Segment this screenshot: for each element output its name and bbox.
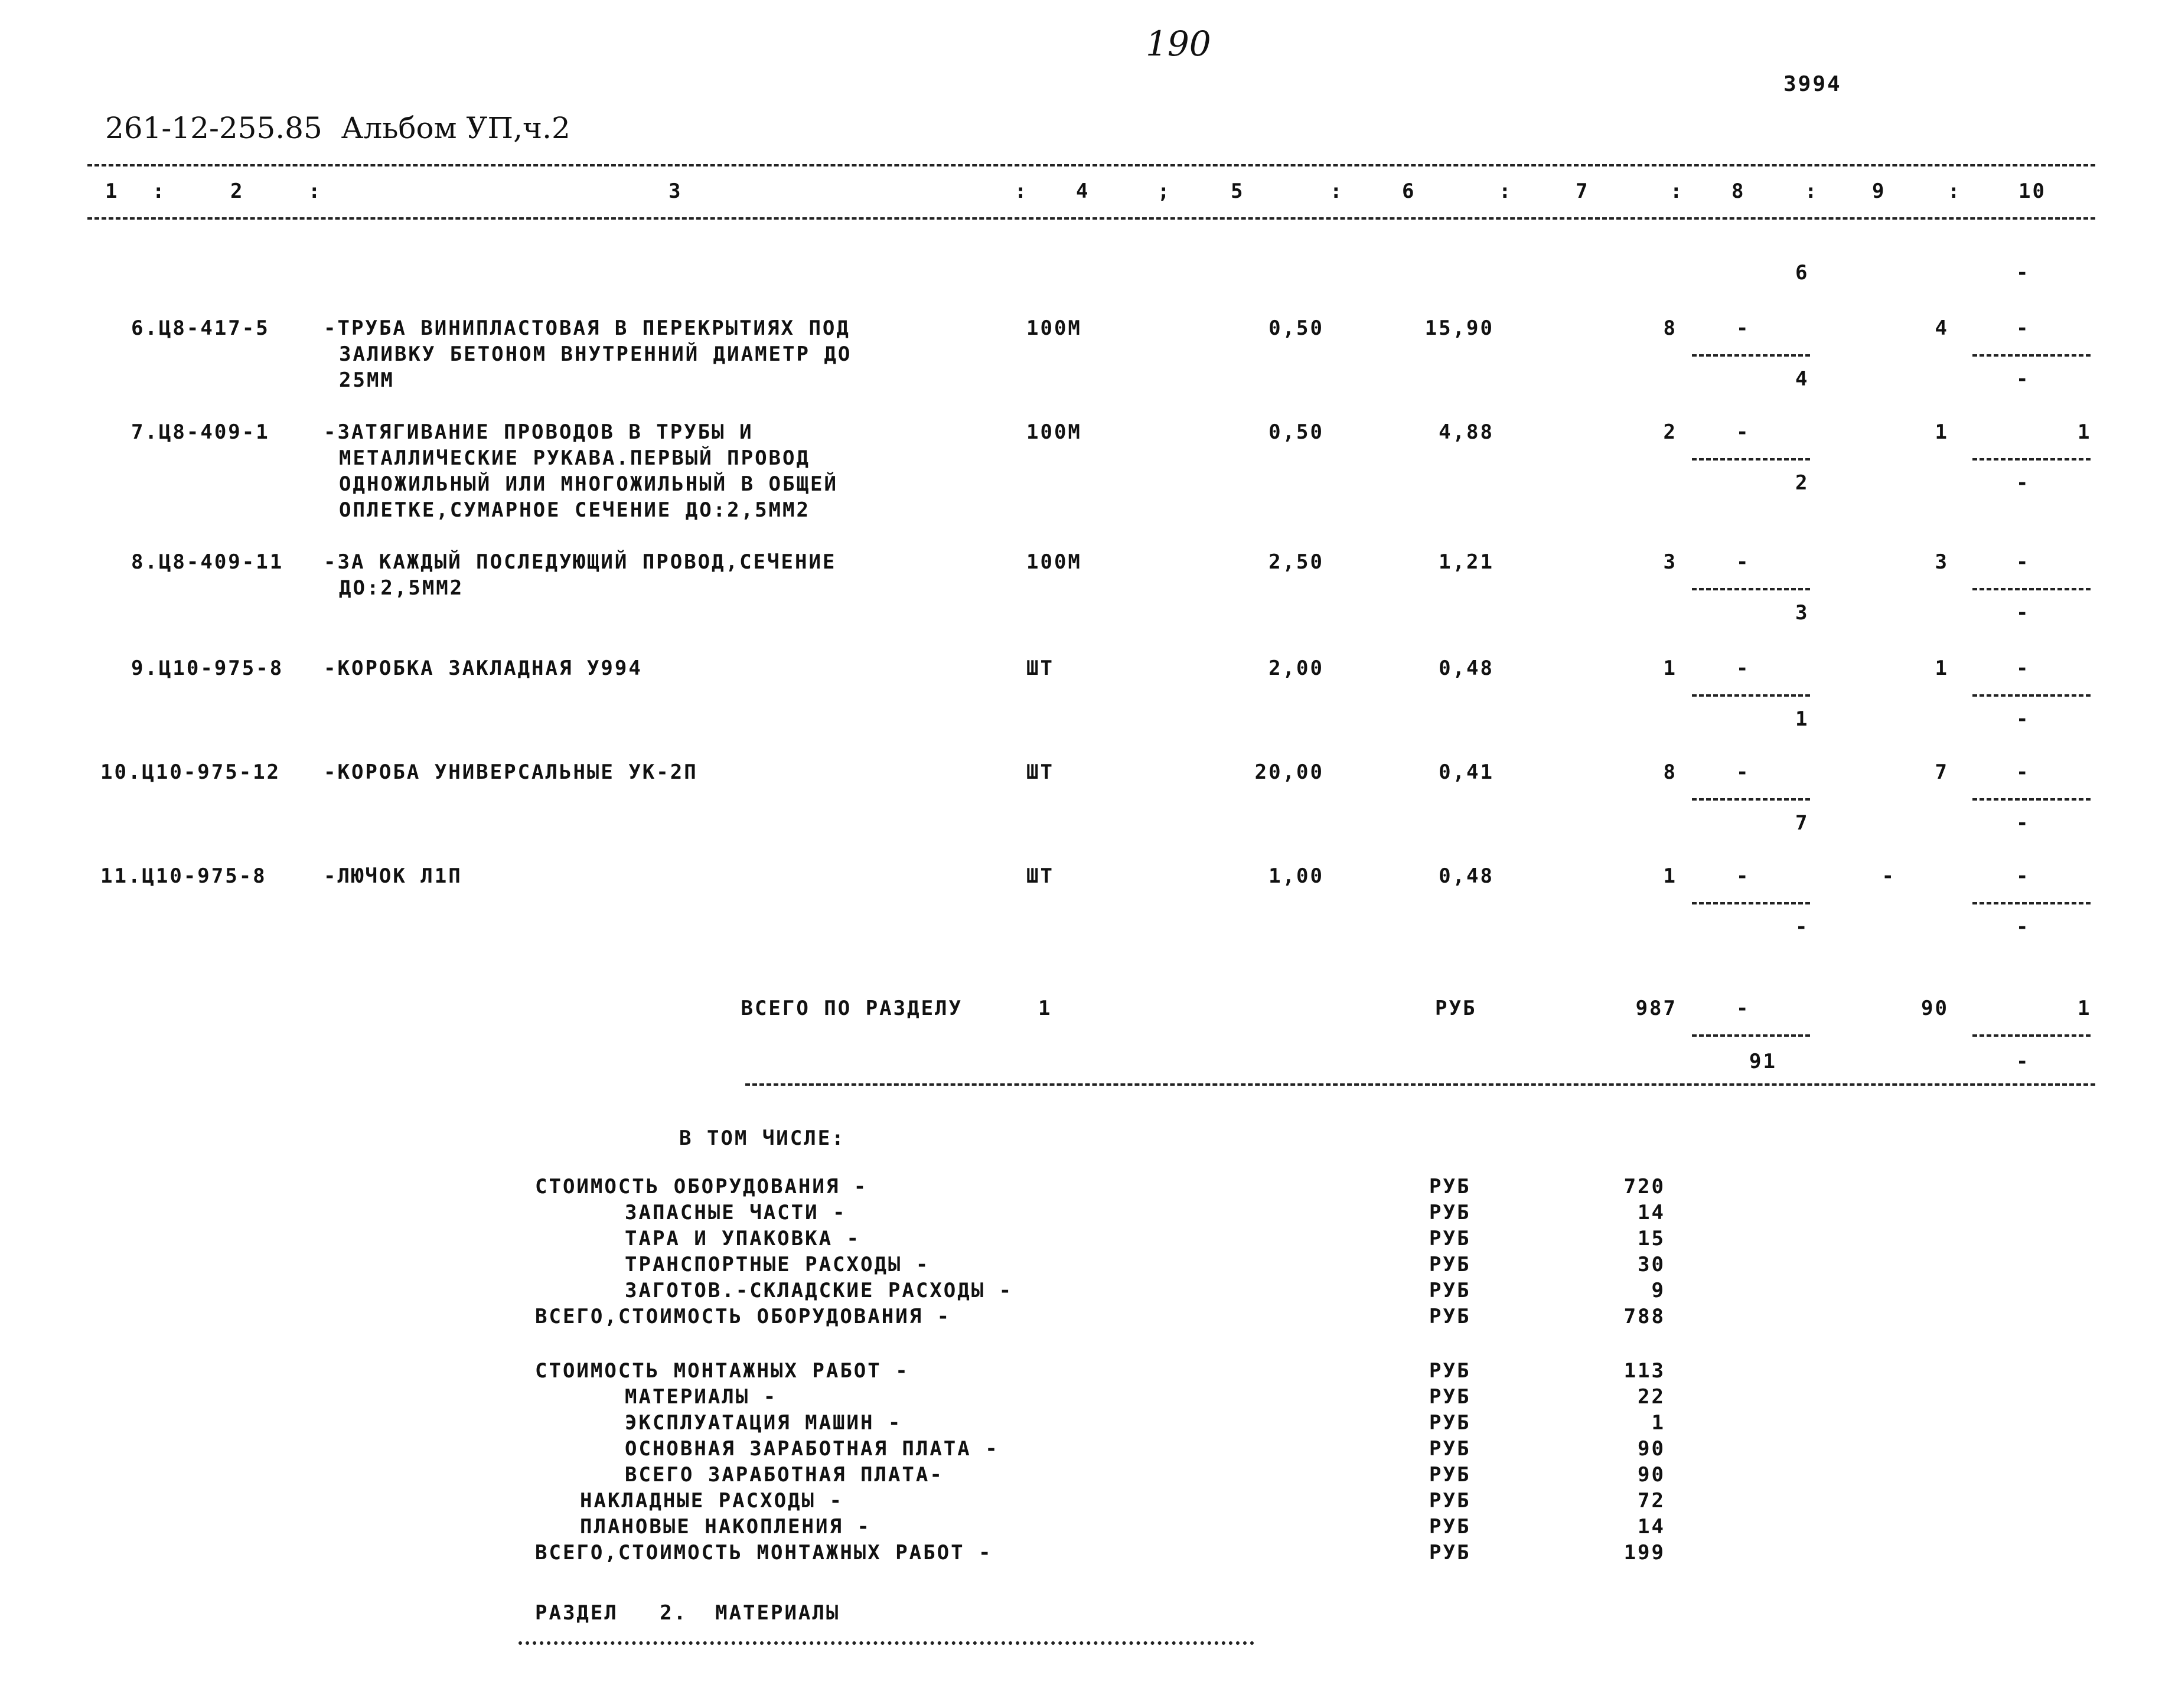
row-col9: 1 [1935, 420, 1949, 444]
row-col8-divider [1692, 694, 1810, 697]
breakdown-value: 30 [1638, 1253, 1665, 1276]
row-unit-price: 15,90 [1424, 316, 1494, 340]
breakdown-value: 788 [1623, 1305, 1665, 1328]
row-col8-top: - [1736, 657, 1750, 680]
row-quantity: 20,00 [1254, 760, 1324, 784]
column-header-cell: 6 [1402, 179, 1416, 203]
top-row-col10: - [2016, 261, 2030, 285]
breakdown-unit: РУБ [1429, 1253, 1471, 1276]
row-quantity: 0,50 [1268, 420, 1324, 444]
row-description-line: -ЗА КАЖДЫЙ ПОСЛЕДУЮЩИЙ ПРОВОД,СЕЧЕНИЕ [324, 550, 837, 574]
row-col10-divider [1972, 902, 2091, 904]
breakdown-label: НАКЛАДНЫЕ РАСХОДЫ - [580, 1489, 843, 1513]
column-header-cell: : [152, 179, 167, 203]
total-col9: 90 [1921, 997, 1949, 1020]
breakdown-label: ЭКСПЛУАТАЦИЯ МАШИН - [625, 1411, 902, 1435]
row-description-line: -ТРУБА ВИНИПЛАСТОВАЯ В ПЕРЕКРЫТИЯХ ПОД [324, 316, 850, 340]
row-col9: 4 [1935, 316, 1949, 340]
row-unit-price: 0,48 [1439, 864, 1494, 888]
breakdown-unit: РУБ [1429, 1227, 1471, 1250]
row-col8-top: - [1736, 760, 1750, 784]
row-col7: 3 [1663, 550, 1677, 574]
breakdown-label: ЗАПАСНЫЕ ЧАСТИ - [625, 1201, 847, 1224]
row-unit-price: 0,41 [1439, 760, 1494, 784]
column-header-cell: : [1670, 179, 1684, 203]
row-col10-top: 1 [2078, 420, 2092, 444]
row-unit: 100М [1026, 420, 1082, 444]
row-col8-divider [1692, 458, 1810, 461]
row-quantity: 2,00 [1268, 657, 1324, 680]
column-header-cell: : [308, 179, 322, 203]
row-col8-bottom: - [1795, 915, 1809, 939]
breakdown-unit: РУБ [1429, 1201, 1471, 1224]
total-col8-bottom: 91 [1749, 1050, 1777, 1073]
row-code: 11.Ц10-975-8 [100, 864, 267, 888]
breakdown-value: 90 [1638, 1463, 1665, 1487]
including-label: В ТОМ ЧИСЛЕ: [679, 1126, 846, 1150]
breakdown-value: 199 [1623, 1541, 1665, 1565]
row-col8-top: - [1736, 420, 1750, 444]
breakdown-unit: РУБ [1429, 1279, 1471, 1302]
column-header-cell: 1 [105, 179, 119, 203]
row-col10-divider [1972, 458, 2091, 461]
row-col10-divider [1972, 588, 2091, 590]
row-description-line: -ЗАТЯГИВАНИЕ ПРОВОДОВ В ТРУБЫ И [324, 420, 754, 444]
breakdown-label: СТОИМОСТЬ МОНТАЖНЫХ РАБОТ - [535, 1359, 909, 1383]
column-header-cell: : [1805, 179, 1819, 203]
section-footer-underline [519, 1641, 1254, 1645]
row-col10-top: - [2016, 864, 2030, 888]
row-code: 6.Ц8-417-5 [131, 316, 270, 340]
breakdown-label: ОСНОВНАЯ ЗАРАБОТНАЯ ПЛАТА - [625, 1437, 999, 1461]
breakdown-label: ПЛАНОВЫЕ НАКОПЛЕНИЯ - [580, 1515, 871, 1539]
breakdown-unit: РУБ [1429, 1385, 1471, 1409]
row-col10-bottom: - [2016, 811, 2030, 835]
total-col7: 987 [1635, 997, 1677, 1020]
row-col8-bottom: 3 [1795, 601, 1809, 625]
breakdown-unit: РУБ [1429, 1489, 1471, 1513]
top-row-col8: 6 [1795, 261, 1809, 285]
row-col8-divider [1692, 354, 1810, 357]
row-col8-bottom: 1 [1795, 707, 1809, 731]
row-unit-price: 4,88 [1439, 420, 1494, 444]
total-unit: РУБ [1435, 997, 1477, 1020]
breakdown-value: 113 [1623, 1359, 1665, 1383]
column-header-cell: 5 [1231, 179, 1245, 203]
row-code: 8.Ц8-409-11 [131, 550, 284, 574]
row-col10-bottom: - [2016, 471, 2030, 495]
doc-code: 3994 [1783, 72, 1842, 96]
row-col9: 7 [1935, 760, 1949, 784]
column-header-cell: 2 [230, 179, 244, 203]
row-col8-divider [1692, 588, 1810, 590]
row-col10-bottom: - [2016, 707, 2030, 731]
row-col10-divider [1972, 798, 2091, 801]
column-header-cell: ; [1157, 179, 1172, 203]
album-title: 261-12-255.85 Альбом УП,ч.2 [105, 111, 570, 145]
row-unit: 100М [1026, 316, 1082, 340]
column-header-cell: 7 [1576, 179, 1590, 203]
row-description-line: 25ММ [339, 368, 394, 392]
column-header-cell: 3 [669, 179, 683, 203]
breakdown-unit: РУБ [1429, 1305, 1471, 1328]
row-col8-top: - [1736, 550, 1750, 574]
row-col10-top: - [2016, 316, 2030, 340]
row-col8-bottom: 4 [1795, 367, 1809, 391]
row-col10-top: - [2016, 760, 2030, 784]
breakdown-label: ВСЕГО ЗАРАБОТНАЯ ПЛАТА- [625, 1463, 944, 1487]
breakdown-label: ВСЕГО,СТОИМОСТЬ ОБОРУДОВАНИЯ - [535, 1305, 951, 1328]
breakdown-label: ТАРА И УПАКОВКА - [625, 1227, 860, 1250]
row-col8-top: - [1736, 864, 1750, 888]
row-col8-bottom: 7 [1795, 811, 1809, 835]
breakdown-unit: РУБ [1429, 1411, 1471, 1435]
breakdown-value: 14 [1638, 1201, 1665, 1224]
row-quantity: 2,50 [1268, 550, 1324, 574]
row-col7: 8 [1663, 760, 1677, 784]
row-unit-price: 0,48 [1439, 657, 1494, 680]
column-header-cell: : [1015, 179, 1029, 203]
breakdown-unit: РУБ [1429, 1463, 1471, 1487]
row-quantity: 1,00 [1268, 864, 1324, 888]
breakdown-label: СТОИМОСТЬ ОБОРУДОВАНИЯ - [535, 1175, 868, 1198]
row-description-line: -ЛЮЧОК Л1П [324, 864, 462, 888]
breakdown-unit: РУБ [1429, 1175, 1471, 1198]
row-col7: 1 [1663, 657, 1677, 680]
row-description-line: -КОРОБКА ЗАКЛАДНАЯ У994 [324, 657, 643, 680]
row-col7: 2 [1663, 420, 1677, 444]
total-col8-top: - [1736, 997, 1750, 1020]
row-col10-top: - [2016, 550, 2030, 574]
breakdown-value: 90 [1638, 1437, 1665, 1461]
row-col10-divider [1972, 694, 2091, 697]
row-col10-bottom: - [2016, 367, 2030, 391]
total-col10-divider [1972, 1034, 2091, 1037]
breakdown-value: 9 [1651, 1279, 1665, 1302]
total-col10-top: 1 [2078, 997, 2092, 1020]
breakdown-value: 720 [1623, 1175, 1665, 1198]
column-header-cell: 8 [1731, 179, 1746, 203]
header-divider-bottom [87, 217, 2095, 220]
row-description-line: ОДНОЖИЛЬНЫЙ ИЛИ МНОГОЖИЛЬНЫЙ В ОБЩЕЙ [339, 472, 838, 496]
row-col10-divider [1972, 354, 2091, 357]
column-header-cell: : [1330, 179, 1344, 203]
column-header-cell: 4 [1076, 179, 1090, 203]
breakdown-value: 15 [1638, 1227, 1665, 1250]
row-description-line: ОПЛЕТКЕ,СУМАРНОЕ СЕЧЕНИЕ ДО:2,5ММ2 [339, 498, 810, 522]
breakdown-label: ЗАГОТОВ.-СКЛАДСКИЕ РАСХОДЫ - [625, 1279, 1013, 1302]
row-description-line: МЕТАЛЛИЧЕСКИЕ РУКАВА.ПЕРВЫЙ ПРОВОД [339, 446, 810, 470]
column-header-cell: 10 [2018, 179, 2046, 203]
column-header-cell: : [1948, 179, 1962, 203]
row-col8-divider [1692, 798, 1810, 801]
section-footer: РАЗДЕЛ 2. МАТЕРИАЛЫ [535, 1601, 840, 1625]
row-col8-divider [1692, 902, 1810, 904]
row-description-line: ДО:2,5ММ2 [339, 576, 464, 600]
breakdown-value: 22 [1638, 1385, 1665, 1409]
row-unit: ШТ [1026, 760, 1054, 784]
breakdown-unit: РУБ [1429, 1541, 1471, 1565]
total-label: ВСЕГО ПО РАЗДЕЛУ [741, 997, 963, 1020]
breakdown-unit: РУБ [1429, 1359, 1471, 1383]
row-col10-top: - [2016, 657, 2030, 680]
totals-divider [745, 1083, 2095, 1086]
row-col7: 8 [1663, 316, 1677, 340]
row-col8-bottom: 2 [1795, 471, 1809, 495]
breakdown-unit: РУБ [1429, 1515, 1471, 1539]
row-col10-bottom: - [2016, 601, 2030, 625]
row-col7: 1 [1663, 864, 1677, 888]
row-description-line: -КОРОБА УНИВЕРСАЛЬНЫЕ УК-2П [324, 760, 698, 784]
row-col10-bottom: - [2016, 915, 2030, 939]
row-code: 9.Ц10-975-8 [131, 657, 284, 680]
row-unit: ШТ [1026, 864, 1054, 888]
row-col9: 3 [1935, 550, 1949, 574]
row-description-line: ЗАЛИВКУ БЕТОНОМ ВНУТРЕННИЙ ДИАМЕТР ДО [339, 342, 852, 366]
row-col9: - [1881, 864, 1896, 888]
breakdown-value: 1 [1651, 1411, 1665, 1435]
breakdown-label: ТРАНСПОРТНЫЕ РАСХОДЫ - [625, 1253, 930, 1276]
row-col9: 1 [1935, 657, 1949, 680]
column-header-cell: 9 [1872, 179, 1886, 203]
column-header-cell: : [1499, 179, 1513, 203]
breakdown-label: ВСЕГО,СТОИМОСТЬ МОНТАЖНЫХ РАБОТ - [535, 1541, 993, 1565]
row-unit-price: 1,21 [1439, 550, 1494, 574]
total-col8-divider [1692, 1034, 1810, 1037]
row-code: 10.Ц10-975-12 [100, 760, 281, 784]
page-number: 190 [1146, 24, 1211, 64]
row-unit: 100М [1026, 550, 1082, 574]
breakdown-value: 72 [1638, 1489, 1665, 1513]
breakdown-unit: РУБ [1429, 1437, 1471, 1461]
row-quantity: 0,50 [1268, 316, 1324, 340]
row-col8-top: - [1736, 316, 1750, 340]
breakdown-label: МАТЕРИАЛЫ - [625, 1385, 778, 1409]
breakdown-value: 14 [1638, 1515, 1665, 1539]
row-unit: ШТ [1026, 657, 1054, 680]
row-code: 7.Ц8-409-1 [131, 420, 270, 444]
total-col10-bottom: - [2016, 1050, 2030, 1073]
total-col4: 1 [1038, 997, 1052, 1020]
header-divider-top [87, 164, 2095, 166]
